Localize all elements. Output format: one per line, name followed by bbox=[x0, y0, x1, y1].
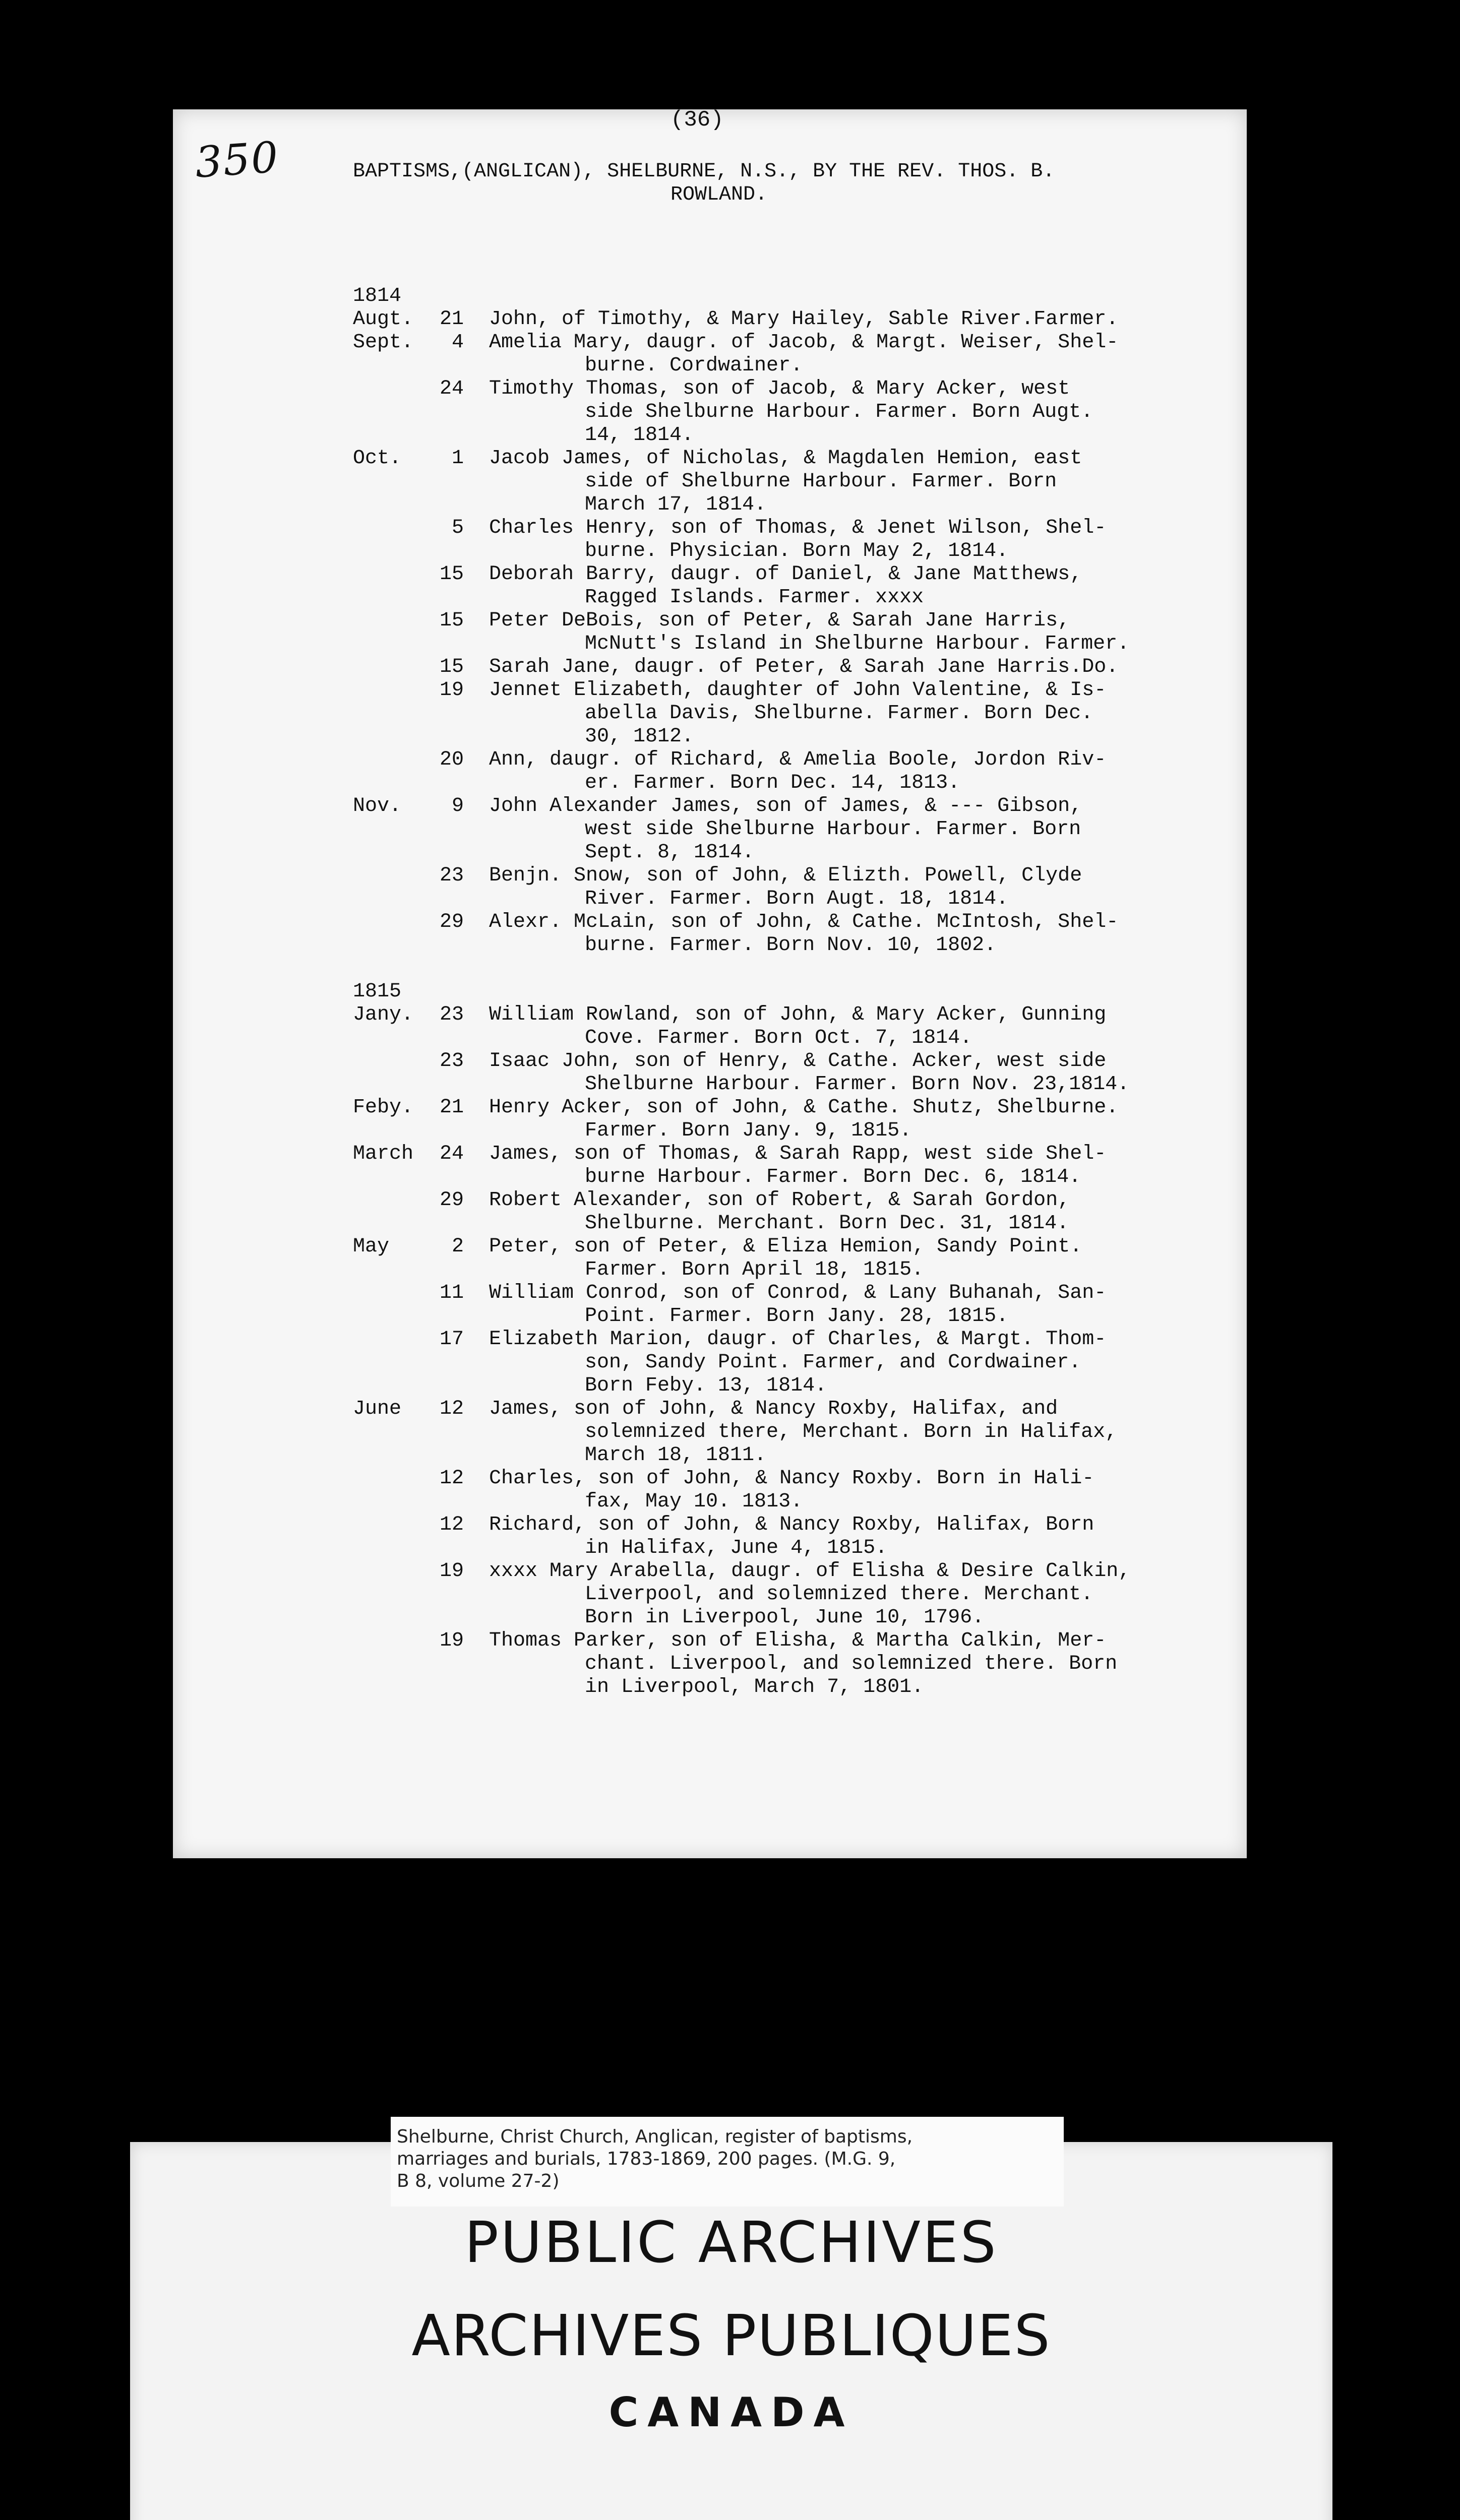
register-entry bbox=[353, 795, 1200, 864]
entry-line: side Shelburne Harbour. Farmer. Born Augt. bbox=[585, 401, 1093, 423]
entry-line: er. Farmer. Born Dec. 14, 1813. bbox=[585, 772, 960, 794]
entry-text bbox=[489, 1328, 1200, 1398]
register-entry bbox=[353, 656, 1200, 679]
heading-line-1: BAPTISMS,(ANGLICAN), SHELBURNE, N.S., BY THE REV. THOS. B. bbox=[353, 160, 1055, 183]
register-entry bbox=[353, 308, 1200, 331]
entry-line: solemnized there, Merchant. Born in Halifax, bbox=[585, 1421, 1118, 1443]
entry-day: 29 bbox=[439, 1189, 464, 1212]
entry-line: John, of Timothy, & Mary Hailey, Sable River.Farmer. bbox=[489, 308, 1119, 331]
entry-day: 15 bbox=[439, 656, 464, 678]
entry-day: 1 bbox=[451, 447, 464, 470]
year-heading-1814: 1814 bbox=[353, 285, 402, 307]
entry-line: McNutt's Island in Shelburne Harbour. Farmer. bbox=[585, 633, 1130, 655]
entry-line: Elizabeth Marion, daugr. of Charles, & Margt. Thom- bbox=[489, 1328, 1107, 1351]
entry-line: 30, 1812. bbox=[585, 725, 694, 748]
entry-line: William Rowland, son of John, & Mary Acker, Gunning bbox=[489, 1003, 1107, 1026]
entry-month: March bbox=[353, 1143, 414, 1165]
entry-month bbox=[353, 864, 429, 911]
entry-line: burne. Farmer. Born Nov. 10, 1802. bbox=[585, 934, 997, 957]
entry-line: Jacob James, of Nicholas, & Magdalen Hemion, east bbox=[489, 447, 1082, 470]
label-line-3: B 8, volume 27-2) bbox=[397, 2171, 560, 2191]
entry-text bbox=[489, 1560, 1200, 1629]
entry-text bbox=[489, 447, 1200, 517]
register-entry bbox=[353, 911, 1200, 957]
register-entry bbox=[353, 447, 1200, 517]
entry-line: fax, May 10. 1813. bbox=[585, 1490, 803, 1513]
entry-month bbox=[353, 563, 429, 609]
register-entry bbox=[353, 609, 1200, 656]
entry-line: Jennet Elizabeth, daughter of John Valentine, & Is- bbox=[489, 679, 1107, 702]
entry-month bbox=[353, 1050, 429, 1096]
register-entry bbox=[353, 1050, 1200, 1096]
entry-line: side of Shelburne Harbour. Farmer. Born bbox=[585, 470, 1057, 493]
entry-text bbox=[489, 308, 1200, 331]
register-entry bbox=[353, 331, 1200, 377]
margin-handwritten-number: 350 bbox=[193, 132, 281, 187]
entry-line: Ragged Islands. Farmer. xxxx bbox=[585, 586, 924, 609]
entry-line: Amelia Mary, daugr. of Jacob, & Margt. Weiser, Shel- bbox=[489, 331, 1119, 354]
label-line-2: marriages and burials, 1783-1869, 200 pages. (M.G. 9, bbox=[397, 2149, 896, 2169]
register-entry bbox=[353, 748, 1200, 795]
entry-day: 29 bbox=[439, 911, 464, 933]
entry-day: 21 bbox=[439, 1096, 464, 1119]
entry-line: Shelburne Harbour. Farmer. Born Nov. 23,1814. bbox=[585, 1073, 1130, 1096]
entry-text bbox=[489, 609, 1200, 656]
entry-day: 19 bbox=[439, 679, 464, 702]
entry-line: in Halifax, June 4, 1815. bbox=[585, 1537, 888, 1559]
entry-line: John Alexander James, son of James, & --- Gibson, bbox=[489, 795, 1082, 817]
entry-text bbox=[489, 795, 1200, 864]
entry-day: 12 bbox=[439, 1467, 464, 1490]
register-entry bbox=[353, 1189, 1200, 1235]
entry-month bbox=[353, 1467, 429, 1514]
entry-line: Henry Acker, son of John, & Cathe. Shutz, Shelburne. bbox=[489, 1096, 1119, 1119]
register-entry bbox=[353, 679, 1200, 748]
entry-line: Point. Farmer. Born Jany. 28, 1815. bbox=[585, 1305, 1009, 1328]
register-entry bbox=[353, 864, 1200, 911]
entry-line: Benjn. Snow, son of John, & Elizth. Powell, Clyde bbox=[489, 864, 1082, 887]
register-entry bbox=[353, 1003, 1200, 1050]
entry-month bbox=[353, 656, 429, 679]
entry-day: 17 bbox=[439, 1328, 464, 1351]
entry-month: Oct. bbox=[353, 447, 402, 470]
entry-line: James, son of John, & Nancy Roxby, Halifax, and bbox=[489, 1398, 1058, 1420]
entry-day: 24 bbox=[439, 1143, 464, 1165]
register-entry bbox=[353, 517, 1200, 563]
entry-day: 5 bbox=[451, 517, 464, 539]
entry-line: Thomas Parker, son of Elisha, & Martha Calkin, Mer- bbox=[489, 1629, 1107, 1652]
entry-line: Charles, son of John, & Nancy Roxby. Born in Hali- bbox=[489, 1467, 1094, 1490]
register-entry bbox=[353, 1096, 1200, 1143]
entry-text bbox=[489, 1143, 1200, 1189]
entry-line: Sept. 8, 1814. bbox=[585, 841, 755, 864]
entry-month bbox=[353, 1189, 429, 1235]
entry-line: Born Feby. 13, 1814. bbox=[585, 1374, 827, 1397]
entry-day: 9 bbox=[451, 795, 464, 817]
register-entry bbox=[353, 1560, 1200, 1629]
entry-month bbox=[353, 1282, 429, 1328]
entry-line: Deborah Barry, daugr. of Daniel, & Jane Matthews, bbox=[489, 563, 1082, 586]
entry-line: March 18, 1811. bbox=[585, 1444, 767, 1467]
register-entry bbox=[353, 377, 1200, 447]
register-entry bbox=[353, 1629, 1200, 1699]
entry-month: Feby. bbox=[353, 1096, 414, 1119]
entry-day: 24 bbox=[439, 377, 464, 400]
register-entry bbox=[353, 1235, 1200, 1282]
register-entry bbox=[353, 1467, 1200, 1514]
page-heading bbox=[353, 160, 1154, 207]
entry-day: 15 bbox=[439, 563, 464, 586]
label-line-1: Shelburne, Christ Church, Anglican, register of baptisms, bbox=[397, 2126, 913, 2147]
entry-line: abella Davis, Shelburne. Farmer. Born Dec. bbox=[585, 702, 1093, 725]
entry-text bbox=[489, 864, 1200, 911]
entry-text bbox=[489, 1189, 1200, 1235]
entry-month: May bbox=[353, 1235, 390, 1258]
entry-line: Sarah Jane, daugr. of Peter, & Sarah Jane Harris.Do. bbox=[489, 656, 1119, 678]
entry-line: burne. Physician. Born May 2, 1814. bbox=[585, 540, 1009, 562]
entry-line: xxxx Mary Arabella, daugr. of Elisha & Desire Calkin, bbox=[489, 1560, 1131, 1583]
entry-day: 4 bbox=[451, 331, 464, 354]
register-entry bbox=[353, 1328, 1200, 1398]
entry-line: Farmer. Born April 18, 1815. bbox=[585, 1258, 924, 1281]
entry-line: son, Sandy Point. Farmer, and Cordwainer. bbox=[585, 1351, 1081, 1374]
entry-line: chant. Liverpool, and solemnized there. Born bbox=[585, 1653, 1118, 1675]
entry-month bbox=[353, 1514, 429, 1560]
entry-line: Timothy Thomas, son of Jacob, & Mary Acker, west bbox=[489, 377, 1070, 400]
entry-line: Cove. Farmer. Born Oct. 7, 1814. bbox=[585, 1027, 972, 1049]
entry-text bbox=[489, 1096, 1200, 1143]
entry-day: 23 bbox=[439, 1003, 464, 1026]
entry-text bbox=[489, 563, 1200, 609]
register-entry bbox=[353, 1282, 1200, 1328]
entry-text bbox=[489, 1282, 1200, 1328]
entry-month bbox=[353, 748, 429, 795]
entry-month bbox=[353, 679, 429, 748]
entry-month bbox=[353, 609, 429, 656]
archives-title-en: PUBLIC ARCHIVES bbox=[464, 2210, 998, 2276]
entry-line: Peter DeBois, son of Peter, & Sarah Jane Harris, bbox=[489, 609, 1070, 632]
entry-line: March 17, 1814. bbox=[585, 493, 767, 516]
entry-month bbox=[353, 1560, 429, 1629]
entry-day: 23 bbox=[439, 864, 464, 887]
entry-line: Alexr. McLain, son of John, & Cathe. McIntosh, Shel- bbox=[489, 911, 1119, 933]
entry-line: Liverpool, and solemnized there. Merchant. bbox=[585, 1583, 1093, 1606]
register-entry bbox=[353, 1514, 1200, 1560]
heading-line-2: ROWLAND. bbox=[671, 183, 768, 206]
entry-month: Jany. bbox=[353, 1003, 414, 1026]
entry-month bbox=[353, 911, 429, 957]
entry-line: River. Farmer. Born Augt. 18, 1814. bbox=[585, 888, 1009, 910]
entry-text bbox=[489, 1629, 1200, 1699]
entry-day: 19 bbox=[439, 1629, 464, 1652]
entry-text bbox=[489, 1235, 1200, 1282]
entry-month: Augt. bbox=[353, 308, 414, 331]
page-number: (36) bbox=[671, 107, 724, 133]
entries-1814 bbox=[353, 308, 1200, 957]
entries-1815 bbox=[353, 1003, 1200, 1699]
entry-text bbox=[489, 1467, 1200, 1514]
catalogue-label bbox=[391, 2117, 1064, 2207]
entry-month: Nov. bbox=[353, 795, 402, 817]
entry-day: 21 bbox=[439, 308, 464, 331]
entry-day: 15 bbox=[439, 609, 464, 632]
year-heading-1815: 1815 bbox=[353, 980, 402, 1003]
entry-day: 12 bbox=[439, 1514, 464, 1536]
entry-line: Born in Liverpool, June 10, 1796. bbox=[585, 1606, 985, 1629]
entry-text bbox=[489, 517, 1200, 563]
entry-day: 23 bbox=[439, 1050, 464, 1073]
entry-month: June bbox=[353, 1398, 402, 1420]
entry-month bbox=[353, 377, 429, 447]
entry-line: in Liverpool, March 7, 1801. bbox=[585, 1676, 924, 1698]
entry-line: west side Shelburne Harbour. Farmer. Born bbox=[585, 818, 1081, 841]
entry-text bbox=[489, 1398, 1200, 1467]
entry-text bbox=[489, 679, 1200, 748]
entry-day: 12 bbox=[439, 1398, 464, 1420]
baptism-register bbox=[353, 285, 1200, 1699]
entry-month bbox=[353, 1328, 429, 1398]
entry-text bbox=[489, 1050, 1200, 1096]
entry-month bbox=[353, 517, 429, 563]
entry-text bbox=[489, 911, 1200, 957]
entry-line: Isaac John, son of Henry, & Cathe. Acker, west side bbox=[489, 1050, 1107, 1073]
entry-month: Sept. bbox=[353, 331, 414, 354]
archives-title-fr: ARCHIVES PUBLIQUES bbox=[411, 2303, 1051, 2369]
entry-line: Farmer. Born Jany. 9, 1815. bbox=[585, 1119, 912, 1142]
entry-day: 20 bbox=[439, 748, 464, 771]
entry-text bbox=[489, 1514, 1200, 1560]
entry-day: 19 bbox=[439, 1560, 464, 1583]
entry-text bbox=[489, 656, 1200, 679]
entry-line: Richard, son of John, & Nancy Roxby, Halifax, Born bbox=[489, 1514, 1094, 1536]
entry-text bbox=[489, 1003, 1200, 1050]
entry-line: 14, 1814. bbox=[585, 424, 694, 447]
entry-line: Ann, daugr. of Richard, & Amelia Boole, Jordon Riv- bbox=[489, 748, 1107, 771]
entry-line: William Conrod, son of Conrod, & Lany Buhanah, San- bbox=[489, 1282, 1107, 1304]
entry-line: Charles Henry, son of Thomas, & Jenet Wilson, Shel- bbox=[489, 517, 1107, 539]
entry-line: burne. Cordwainer. bbox=[585, 354, 803, 377]
entry-month bbox=[353, 1629, 429, 1699]
entry-line: burne Harbour. Farmer. Born Dec. 6, 1814. bbox=[585, 1166, 1081, 1188]
entry-text bbox=[489, 748, 1200, 795]
register-entry bbox=[353, 1398, 1200, 1467]
entry-line: James, son of Thomas, & Sarah Rapp, west side Shel- bbox=[489, 1143, 1107, 1165]
entry-day: 11 bbox=[439, 1282, 464, 1304]
entry-line: Shelburne. Merchant. Born Dec. 31, 1814. bbox=[585, 1212, 1069, 1235]
register-entry bbox=[353, 563, 1200, 609]
register-entry bbox=[353, 1143, 1200, 1189]
entry-day: 2 bbox=[451, 1235, 464, 1258]
entry-text bbox=[489, 331, 1200, 377]
entry-text bbox=[489, 377, 1200, 447]
entry-line: Robert Alexander, son of Robert, & Sarah Gordon, bbox=[489, 1189, 1070, 1212]
entry-line: Peter, son of Peter, & Eliza Hemion, Sandy Point. bbox=[489, 1235, 1082, 1258]
archives-country: CANADA bbox=[609, 2389, 854, 2436]
